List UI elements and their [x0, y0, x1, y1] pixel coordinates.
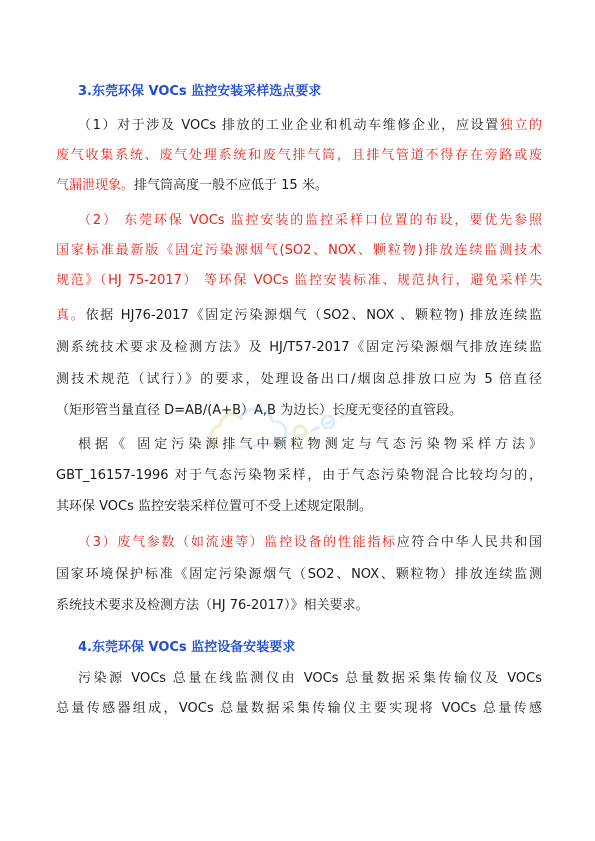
paragraph-4-line-2: 国家环境保护标准《固定污染源烟气（SO2、NOX、颗粒物）排放连续监测 — [56, 567, 542, 582]
paragraph-3-line-3: 其环保 VOCs 监控安装采样位置可不受上述规定限制。 — [56, 499, 373, 514]
paragraph-4-line-3: 系统技术要求及检测方法（HJ 76-2017）》相关要求。 — [56, 598, 369, 613]
paragraph-5-line-1: 污染源 VOCs 总量在线监测仪由 VOCs 总量数据采集传输仪及 VOCs — [78, 671, 542, 686]
paragraph-4-line-1: （3）废气参数（如流速等）监控设备的性能指标应符合中华人民共和国 — [78, 535, 542, 550]
paragraph-2-line-2: 国家标准最新版《固定污染源烟气(SO2、NOX、颗粒物)排放连续监测技术 — [56, 243, 542, 258]
cloud-logo-watermark-icon — [200, 388, 380, 468]
paragraph-5-line-2: 总量传感器组成，VOCs 总量数据采集传输仪主要实现将 VOCs 总量传感 — [56, 701, 542, 716]
paragraph-2-line-1: （2） 东莞环保 VOCs 监控安装的监控采样口位置的布设，要优先参照 — [78, 213, 542, 228]
paragraph-1-line-3: 气漏泄现象。排气筒高度一般不应低于 15 米。 — [56, 178, 328, 193]
paragraph-2-line-7: （矩形管当量直径 D=AB/(A+B）A,B 为边长）长度无变径的直管段。 — [56, 403, 463, 418]
paragraph-2-line-3: 规范》（HJ 75-2017） 等环保 VOCs 监控安装标准、规范执行，避免采样失 — [56, 273, 542, 288]
paragraph-2-line-4: 真。依据 HJ76-2017《固定污染源烟气（SO2、NOX 、颗粒物) 排放连续监 — [56, 308, 542, 323]
paragraph-3-line-1: 根据《 固定污染源排气中颗粒物测定与气态污染物采样方法》 — [78, 437, 542, 452]
paragraph-1-line-2: 废气收集系统、废气处理系统和废气排气筒，且排气管道不得存在旁路或废 — [56, 148, 542, 163]
paragraph-1-line-1: （1）对于涉及 VOCs 排放的工业企业和机动车维修企业，应设置独立的 — [78, 118, 542, 133]
paragraph-2-line-6: 测技术规范（试行）》的要求，处理设备出口/烟囱总排放口应为 5 倍直径 — [56, 372, 542, 387]
section-heading-4: 4.东莞环保 VOCs 监控设备安装要求 — [78, 640, 296, 655]
paragraph-3-line-2: GBT_16157-1996 对于气态污染物采样，由于气态污染物混合比较均匀的， — [56, 468, 542, 483]
paragraph-2-line-5: 测系统技术要求及检测方法》及 HJ/T57-2017《固定污染源烟气排放连续监 — [56, 340, 542, 355]
section-heading-3: 3.东莞环保 VOCs 监控安装采样选点要求 — [78, 84, 322, 99]
